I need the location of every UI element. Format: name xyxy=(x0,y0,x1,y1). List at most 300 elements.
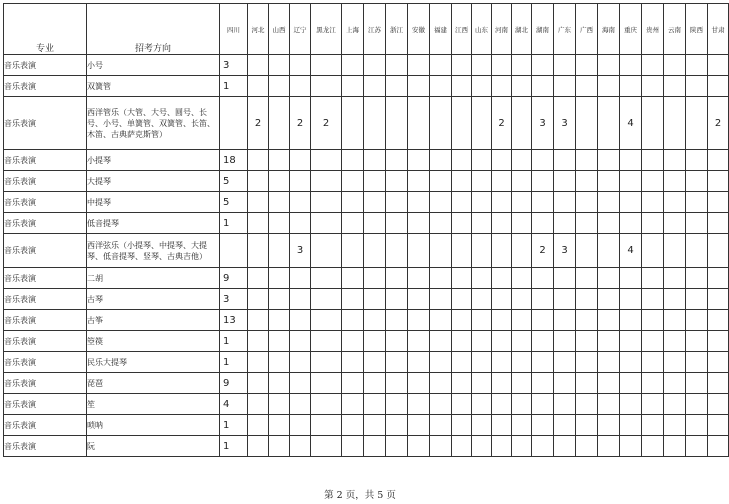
cell-quota xyxy=(492,213,512,234)
cell-quota: 3 xyxy=(554,234,576,268)
header-province: 江西 xyxy=(452,4,472,55)
cell-quota xyxy=(598,192,620,213)
table-row xyxy=(4,97,729,150)
cell-major: 音乐表演 xyxy=(4,171,87,192)
cell-quota xyxy=(386,150,408,171)
table-row xyxy=(4,171,729,192)
cell-quota xyxy=(342,150,364,171)
table-row xyxy=(4,436,729,457)
cell-quota xyxy=(452,234,472,268)
enrollment-table xyxy=(3,3,729,457)
cell-quota xyxy=(248,331,269,352)
cell-quota xyxy=(512,76,532,97)
header-province: 江苏 xyxy=(364,4,386,55)
cell-quota xyxy=(598,331,620,352)
cell-quota xyxy=(576,171,598,192)
cell-quota xyxy=(598,76,620,97)
cell-quota xyxy=(620,171,642,192)
cell-quota xyxy=(598,55,620,76)
cell-quota xyxy=(512,310,532,331)
cell-quota xyxy=(686,150,708,171)
cell-quota xyxy=(269,213,290,234)
cell-quota xyxy=(452,213,472,234)
cell-quota xyxy=(269,171,290,192)
cell-quota xyxy=(512,331,532,352)
cell-quota xyxy=(248,150,269,171)
cell-quota xyxy=(364,436,386,457)
cell-quota xyxy=(311,192,342,213)
cell-quota xyxy=(364,310,386,331)
cell-quota xyxy=(664,234,686,268)
header-province: 广西 xyxy=(576,4,598,55)
cell-quota xyxy=(664,213,686,234)
cell-quota xyxy=(269,97,290,150)
cell-quota xyxy=(686,171,708,192)
cell-quota: 9 xyxy=(220,268,248,289)
table-row xyxy=(4,373,729,394)
cell-quota xyxy=(452,310,472,331)
cell-major: 音乐表演 xyxy=(4,373,87,394)
cell-quota xyxy=(472,415,492,436)
cell-quota xyxy=(620,76,642,97)
cell-quota xyxy=(364,150,386,171)
cell-quota: 1 xyxy=(220,331,248,352)
cell-quota xyxy=(620,268,642,289)
cell-quota xyxy=(598,436,620,457)
cell-quota xyxy=(532,394,554,415)
cell-quota xyxy=(430,373,452,394)
cell-quota xyxy=(430,192,452,213)
cell-quota xyxy=(642,352,664,373)
cell-quota xyxy=(430,234,452,268)
cell-quota xyxy=(364,289,386,310)
cell-quota xyxy=(664,373,686,394)
cell-quota xyxy=(269,331,290,352)
table-row xyxy=(4,268,729,289)
cell-quota xyxy=(598,234,620,268)
header-province: 四川 xyxy=(220,4,248,55)
cell-major: 音乐表演 xyxy=(4,213,87,234)
cell-quota xyxy=(452,436,472,457)
cell-quota xyxy=(269,76,290,97)
cell-quota xyxy=(598,213,620,234)
cell-quota xyxy=(386,76,408,97)
cell-quota: 3 xyxy=(554,97,576,150)
table-header-row xyxy=(4,4,729,55)
cell-quota xyxy=(342,76,364,97)
header-province: 辽宁 xyxy=(290,4,311,55)
cell-quota xyxy=(686,268,708,289)
cell-quota xyxy=(708,171,729,192)
cell-quota xyxy=(408,352,430,373)
cell-quota xyxy=(408,55,430,76)
table-row xyxy=(4,289,729,310)
cell-quota xyxy=(576,394,598,415)
cell-quota xyxy=(364,55,386,76)
cell-quota xyxy=(311,331,342,352)
cell-quota xyxy=(269,415,290,436)
cell-quota xyxy=(532,171,554,192)
cell-quota xyxy=(290,373,311,394)
cell-quota xyxy=(686,394,708,415)
cell-quota: 2 xyxy=(290,97,311,150)
cell-quota xyxy=(430,171,452,192)
cell-quota xyxy=(472,352,492,373)
cell-quota xyxy=(386,289,408,310)
cell-direction: 民乐大提琴 xyxy=(87,352,220,373)
cell-quota xyxy=(472,289,492,310)
cell-direction: 西洋管乐（大管、大号、圆号、长号、小号、单簧管、双簧管、长笛、木笛、古典萨克斯管） xyxy=(87,97,220,150)
table-row xyxy=(4,192,729,213)
cell-quota xyxy=(248,310,269,331)
cell-quota xyxy=(620,415,642,436)
cell-quota xyxy=(311,268,342,289)
header-province: 黑龙江 xyxy=(311,4,342,55)
cell-quota xyxy=(554,150,576,171)
cell-quota xyxy=(342,415,364,436)
cell-quota xyxy=(532,150,554,171)
cell-quota xyxy=(342,331,364,352)
cell-quota xyxy=(290,331,311,352)
cell-quota xyxy=(686,436,708,457)
cell-quota xyxy=(492,310,512,331)
cell-quota xyxy=(452,289,472,310)
cell-quota xyxy=(472,55,492,76)
cell-quota xyxy=(532,310,554,331)
cell-quota xyxy=(408,331,430,352)
cell-quota xyxy=(269,310,290,331)
cell-quota xyxy=(598,171,620,192)
cell-direction: 箜篌 xyxy=(87,331,220,352)
cell-quota xyxy=(512,234,532,268)
cell-quota xyxy=(576,289,598,310)
cell-quota xyxy=(269,394,290,415)
cell-quota xyxy=(408,234,430,268)
page-footer: 第 2 页，共 5 页 xyxy=(324,490,396,501)
cell-quota xyxy=(598,373,620,394)
table-row xyxy=(4,394,729,415)
cell-quota xyxy=(408,76,430,97)
cell-quota xyxy=(576,192,598,213)
cell-quota xyxy=(386,436,408,457)
cell-quota xyxy=(598,415,620,436)
cell-major: 音乐表演 xyxy=(4,331,87,352)
cell-quota xyxy=(620,436,642,457)
cell-quota xyxy=(554,76,576,97)
cell-direction: 唢呐 xyxy=(87,415,220,436)
cell-quota xyxy=(290,415,311,436)
cell-quota: 1 xyxy=(220,76,248,97)
cell-quota xyxy=(642,436,664,457)
cell-quota xyxy=(364,97,386,150)
cell-quota xyxy=(248,55,269,76)
cell-quota xyxy=(452,97,472,150)
cell-quota xyxy=(430,352,452,373)
cell-quota xyxy=(554,171,576,192)
cell-quota xyxy=(430,150,452,171)
cell-quota xyxy=(686,192,708,213)
cell-quota xyxy=(472,76,492,97)
cell-quota xyxy=(472,150,492,171)
cell-quota: 5 xyxy=(220,171,248,192)
cell-quota xyxy=(492,171,512,192)
cell-quota xyxy=(311,55,342,76)
cell-quota: 2 xyxy=(492,97,512,150)
cell-quota xyxy=(554,373,576,394)
cell-quota xyxy=(664,352,686,373)
cell-quota xyxy=(642,310,664,331)
cell-quota xyxy=(664,150,686,171)
cell-quota xyxy=(408,289,430,310)
cell-quota xyxy=(269,289,290,310)
cell-quota xyxy=(430,415,452,436)
header-province: 福建 xyxy=(430,4,452,55)
cell-quota xyxy=(342,373,364,394)
cell-quota xyxy=(642,76,664,97)
cell-major: 音乐表演 xyxy=(4,415,87,436)
cell-quota xyxy=(620,331,642,352)
cell-direction: 古筝 xyxy=(87,310,220,331)
cell-quota xyxy=(576,268,598,289)
cell-quota xyxy=(598,268,620,289)
table-row xyxy=(4,415,729,436)
cell-quota xyxy=(512,289,532,310)
cell-quota xyxy=(664,268,686,289)
cell-direction: 阮 xyxy=(87,436,220,457)
cell-quota xyxy=(708,310,729,331)
cell-quota xyxy=(342,234,364,268)
cell-quota xyxy=(576,373,598,394)
cell-quota xyxy=(430,268,452,289)
cell-quota xyxy=(554,310,576,331)
cell-quota xyxy=(386,373,408,394)
cell-major: 音乐表演 xyxy=(4,234,87,268)
cell-quota xyxy=(554,436,576,457)
cell-quota xyxy=(554,415,576,436)
cell-quota xyxy=(364,415,386,436)
header-province: 河北 xyxy=(248,4,269,55)
header-province: 湖南 xyxy=(532,4,554,55)
cell-quota xyxy=(269,150,290,171)
cell-quota xyxy=(452,76,472,97)
cell-quota xyxy=(290,171,311,192)
cell-quota xyxy=(492,352,512,373)
cell-quota xyxy=(430,97,452,150)
cell-quota xyxy=(492,234,512,268)
cell-quota xyxy=(364,171,386,192)
cell-quota xyxy=(642,55,664,76)
cell-quota xyxy=(512,352,532,373)
cell-quota xyxy=(492,192,512,213)
cell-quota xyxy=(708,234,729,268)
cell-quota xyxy=(452,415,472,436)
cell-quota xyxy=(311,171,342,192)
cell-quota: 2 xyxy=(708,97,729,150)
cell-quota xyxy=(492,76,512,97)
cell-quota xyxy=(598,150,620,171)
cell-quota xyxy=(686,213,708,234)
cell-quota: 13 xyxy=(220,310,248,331)
cell-quota xyxy=(311,234,342,268)
cell-quota xyxy=(620,55,642,76)
cell-quota xyxy=(642,331,664,352)
cell-direction: 古琴 xyxy=(87,289,220,310)
cell-quota xyxy=(452,171,472,192)
cell-direction: 低音提琴 xyxy=(87,213,220,234)
cell-quota: 3 xyxy=(532,97,554,150)
cell-quota xyxy=(642,150,664,171)
cell-quota xyxy=(248,436,269,457)
cell-quota xyxy=(512,373,532,394)
cell-quota xyxy=(290,436,311,457)
cell-quota xyxy=(364,234,386,268)
cell-quota xyxy=(430,436,452,457)
cell-quota xyxy=(408,171,430,192)
cell-quota xyxy=(364,331,386,352)
cell-quota xyxy=(642,415,664,436)
cell-quota: 1 xyxy=(220,213,248,234)
cell-quota xyxy=(452,55,472,76)
cell-quota xyxy=(642,97,664,150)
cell-quota xyxy=(386,415,408,436)
cell-quota xyxy=(269,352,290,373)
cell-quota xyxy=(386,268,408,289)
cell-major: 音乐表演 xyxy=(4,76,87,97)
cell-quota xyxy=(311,373,342,394)
cell-quota xyxy=(664,55,686,76)
cell-quota xyxy=(342,352,364,373)
table-row xyxy=(4,150,729,171)
cell-quota xyxy=(576,234,598,268)
cell-quota xyxy=(408,394,430,415)
cell-quota xyxy=(269,373,290,394)
cell-quota xyxy=(342,436,364,457)
cell-quota xyxy=(492,331,512,352)
cell-quota xyxy=(386,234,408,268)
cell-quota xyxy=(642,373,664,394)
cell-direction: 笙 xyxy=(87,394,220,415)
cell-quota: 3 xyxy=(220,289,248,310)
cell-quota xyxy=(342,268,364,289)
cell-quota xyxy=(576,213,598,234)
cell-direction: 二胡 xyxy=(87,268,220,289)
cell-quota xyxy=(620,373,642,394)
cell-quota xyxy=(430,394,452,415)
cell-quota xyxy=(342,97,364,150)
cell-quota xyxy=(311,394,342,415)
cell-quota xyxy=(620,289,642,310)
cell-quota xyxy=(512,171,532,192)
cell-quota: 4 xyxy=(620,97,642,150)
cell-direction: 大提琴 xyxy=(87,171,220,192)
header-province: 陕西 xyxy=(686,4,708,55)
cell-quota xyxy=(708,436,729,457)
cell-quota xyxy=(472,171,492,192)
cell-quota xyxy=(576,436,598,457)
cell-quota xyxy=(311,415,342,436)
header-major: 专业 xyxy=(4,4,87,55)
cell-quota xyxy=(532,289,554,310)
cell-quota xyxy=(386,394,408,415)
header-direction: 招考方向 xyxy=(87,4,220,55)
cell-quota xyxy=(248,289,269,310)
cell-quota xyxy=(386,352,408,373)
cell-quota xyxy=(576,331,598,352)
cell-quota xyxy=(554,394,576,415)
cell-quota xyxy=(620,352,642,373)
cell-quota xyxy=(554,192,576,213)
cell-quota xyxy=(708,289,729,310)
cell-quota xyxy=(430,76,452,97)
cell-quota xyxy=(430,310,452,331)
cell-quota xyxy=(430,55,452,76)
header-province: 上海 xyxy=(342,4,364,55)
cell-direction: 小号 xyxy=(87,55,220,76)
cell-quota xyxy=(220,97,248,150)
cell-quota xyxy=(708,55,729,76)
cell-quota xyxy=(290,310,311,331)
cell-quota xyxy=(342,213,364,234)
cell-quota xyxy=(269,436,290,457)
cell-quota xyxy=(576,55,598,76)
cell-quota xyxy=(576,150,598,171)
header-province: 湖北 xyxy=(512,4,532,55)
header-province: 海南 xyxy=(598,4,620,55)
cell-quota: 2 xyxy=(248,97,269,150)
cell-quota xyxy=(408,310,430,331)
cell-quota xyxy=(269,55,290,76)
cell-quota xyxy=(386,213,408,234)
cell-quota xyxy=(554,213,576,234)
cell-quota xyxy=(248,192,269,213)
cell-major: 音乐表演 xyxy=(4,55,87,76)
cell-quota: 5 xyxy=(220,192,248,213)
cell-quota xyxy=(472,373,492,394)
cell-quota xyxy=(386,55,408,76)
cell-direction: 小提琴 xyxy=(87,150,220,171)
cell-quota xyxy=(311,289,342,310)
cell-quota xyxy=(472,310,492,331)
cell-quota xyxy=(364,213,386,234)
cell-quota xyxy=(620,150,642,171)
table-row xyxy=(4,234,729,268)
cell-quota xyxy=(492,268,512,289)
header-province: 安徽 xyxy=(408,4,430,55)
cell-quota xyxy=(532,415,554,436)
header-province: 山西 xyxy=(269,4,290,55)
cell-quota xyxy=(364,352,386,373)
cell-quota: 1 xyxy=(220,436,248,457)
cell-quota xyxy=(408,415,430,436)
cell-quota xyxy=(708,373,729,394)
header-province: 贵州 xyxy=(642,4,664,55)
cell-quota xyxy=(642,394,664,415)
cell-quota xyxy=(512,415,532,436)
cell-quota xyxy=(290,289,311,310)
cell-quota: 4 xyxy=(220,394,248,415)
cell-quota xyxy=(532,373,554,394)
cell-quota xyxy=(686,352,708,373)
cell-quota: 3 xyxy=(290,234,311,268)
cell-quota xyxy=(452,373,472,394)
cell-quota xyxy=(620,192,642,213)
cell-quota xyxy=(492,55,512,76)
cell-major: 音乐表演 xyxy=(4,394,87,415)
cell-quota: 2 xyxy=(311,97,342,150)
cell-quota xyxy=(290,76,311,97)
cell-quota xyxy=(408,436,430,457)
cell-quota xyxy=(620,213,642,234)
